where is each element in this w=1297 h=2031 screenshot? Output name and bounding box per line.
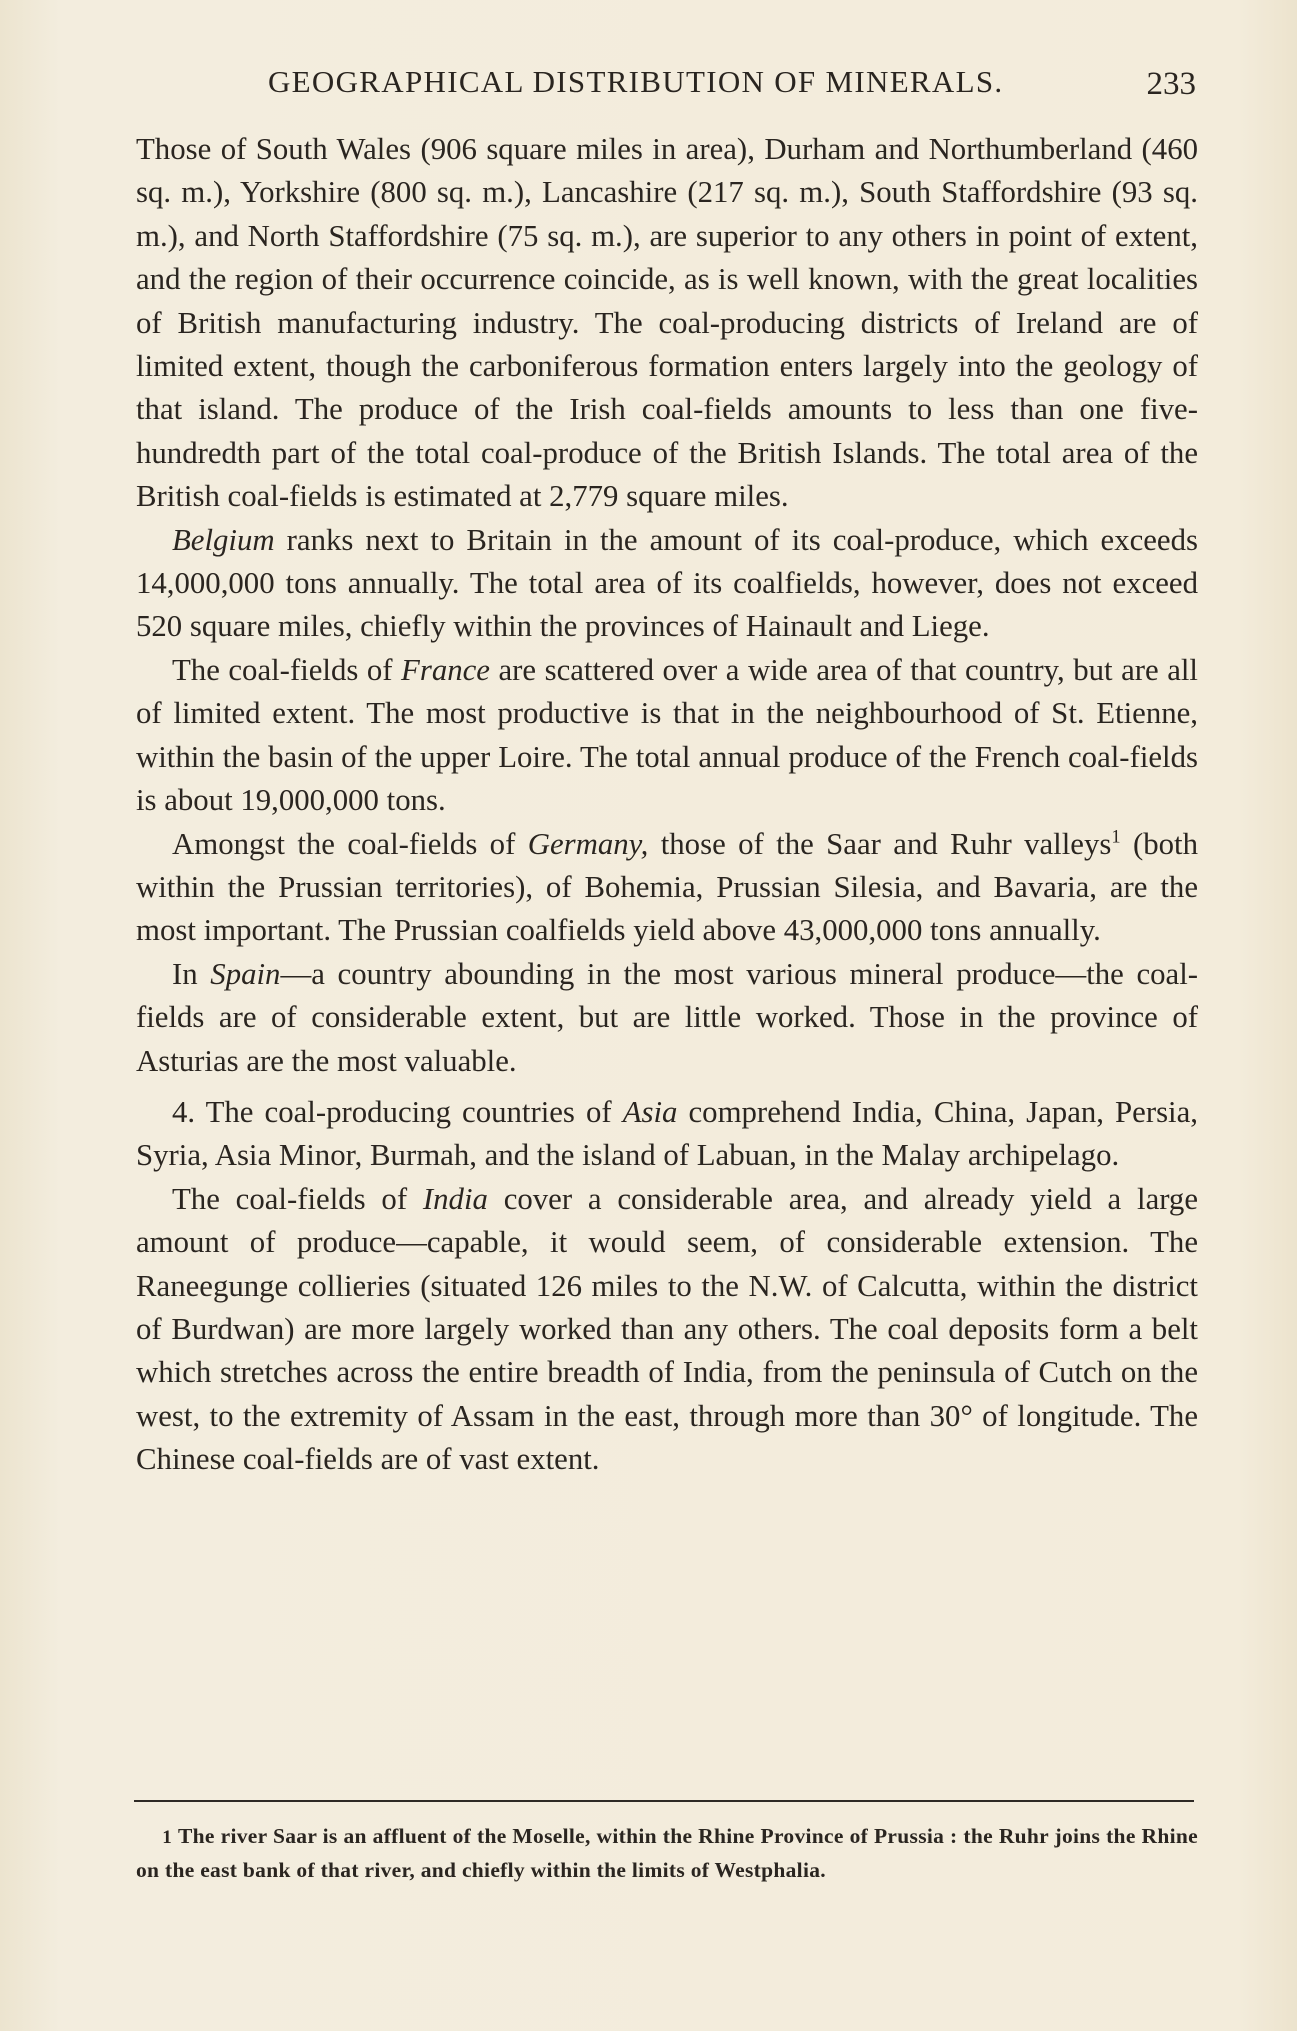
paragraph xyxy=(136,823,1198,953)
paragraph-text: (both within the Prussian territories), of Bohemia, Prussian Silesia, and Bavaria, are the most important. The Prussian coalfields yield above 43,000,000 tons annually. xyxy=(136,826,1198,948)
paragraph xyxy=(136,1091,1198,1178)
italic-term: Germany, xyxy=(527,826,649,861)
italic-term: Asia xyxy=(622,1094,678,1129)
italic-term: Spain xyxy=(210,956,281,991)
paragraph xyxy=(136,649,1198,823)
paragraph-text: comprehend India, China, Japan, Persia, Syria, Asia Minor, Burmah, and the island of Labuan, in the Malay archipelago. xyxy=(136,1094,1198,1173)
running-head: GEOGRAPHICAL DISTRIBUTION OF MINERALS. xyxy=(268,64,1004,99)
footnote-mark: 1 xyxy=(162,1827,172,1848)
paragraph-text: are scattered over a wide area of that country, but are all of limited extent. The most productive is that in the neighbourhood of St. Etienne, within the basin of the upper Loire. The total annual produce of the French coal-fields is about 19,000,000 tons. xyxy=(136,652,1198,818)
footnote-reference: 1 xyxy=(1111,826,1121,847)
paragraph-text: In xyxy=(172,956,211,991)
italic-term: India xyxy=(422,1181,488,1216)
paragraph-text: The coal-fields of xyxy=(172,1181,423,1216)
paragraph-text: The coal-fields of xyxy=(172,652,402,687)
paragraph-text: 4. The coal-producing countries of xyxy=(172,1094,623,1129)
italic-term: France xyxy=(401,652,490,687)
paragraph xyxy=(136,128,1198,519)
italic-term: Belgium xyxy=(172,522,275,557)
body-text xyxy=(136,128,1198,1482)
footnote-rule xyxy=(134,1800,1194,1802)
paragraph-text: —a country abounding in the most various mineral produce—the coal-fields are of considerable extent, but are little worked. Those in the province of Asturias are the most valuable. xyxy=(136,956,1199,1078)
paragraph xyxy=(136,953,1198,1083)
paragraph xyxy=(136,519,1198,649)
footnote xyxy=(136,1820,1198,1887)
page-number: 233 xyxy=(1146,66,1196,102)
paragraph-text: Those of South Wales (906 square miles in area), Durham and Northumberland (460 sq. m.), Yorkshire (800 sq. m.), Lancashire (217 sq. m.), South Staffordshire (93 sq. m.), and North Staffordshire (75 sq. m.), are superior to any others in point of extent, and the region of their occurrence coincide, as is well known, with the great localities of British manufacturing industry. The coal-producing districts of Ireland are of limited extent, though the carboniferous formation enters largely into the geology of that island. The produce of the Irish coal-fields amounts to less than one five-hundredth part of the total coal-produce of the British Islands. The total area of the British coal-fields is estimated at 2,779 square miles. xyxy=(136,132,1198,514)
page-header xyxy=(268,58,1210,102)
paragraph-text: Amongst the coal-fields of xyxy=(172,826,528,861)
paragraph-text: cover a considerable area, and already yield a large amount of produce—capable, it would seem, of considerable extension. The Raneegunge collieries (situated 126 miles to the N.W. of Calcutta, within the district of Burdwan) are more largely worked than any others. The coal deposits form a belt which stretches across the entire breadth of India, from the peninsula of Cutch on the west, to the extremity of Assam in the east, through more than 30° of longitude. The Chinese coal-fields are of vast extent. xyxy=(136,1181,1198,1477)
paragraph-text: ranks next to Britain in the amount of its coal-produce, which exceeds 14,000,000 tons annually. The total area of its coalfields, however, does not exceed 520 square miles, chiefly within the provinces of Hainault and Liege. xyxy=(136,522,1198,644)
paragraph-text: those of the Saar and Ruhr valleys xyxy=(648,826,1112,861)
paragraph xyxy=(136,1178,1198,1482)
footnote-text: The river Saar is an affluent of the Moselle, within the Rhine Province of Prussia : the Ruhr joins the Rhine on the east bank of that river, and chiefly within the limits of Westphalia. xyxy=(136,1824,1198,1882)
